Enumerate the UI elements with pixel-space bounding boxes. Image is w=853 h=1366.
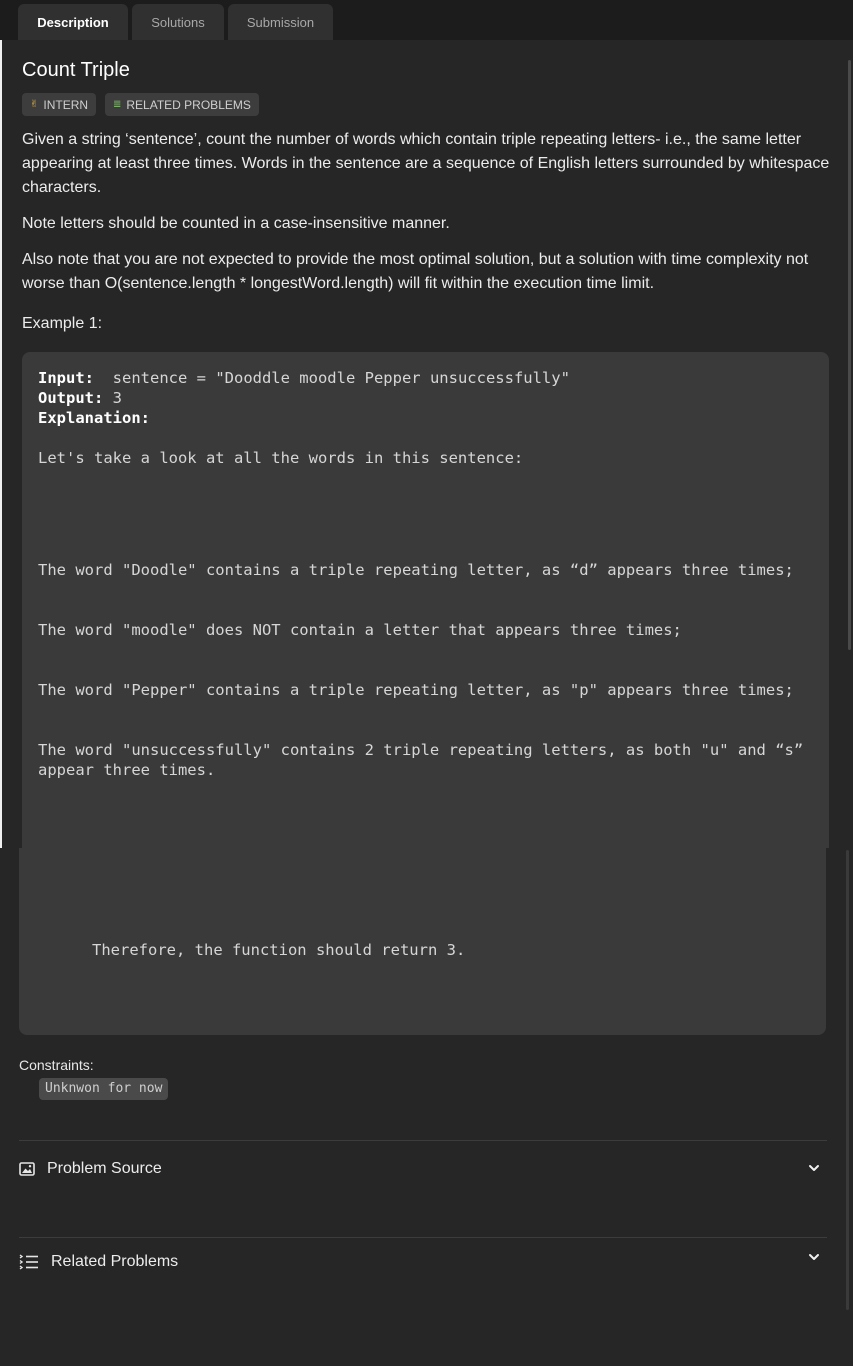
divider — [19, 1237, 827, 1238]
related-problems-badge[interactable] — [105, 93, 259, 116]
scrollbar-thumb[interactable] — [848, 60, 851, 650]
input-value: sentence = "Dooddle moodle Pepper unsuccessfully" — [112, 369, 570, 387]
problem-source-accordion[interactable] — [19, 1157, 827, 1181]
list-icon — [19, 1253, 39, 1271]
tab-description[interactable] — [18, 4, 128, 40]
output-value: 3 — [112, 389, 123, 407]
example-code-block-continued — [19, 848, 826, 1035]
difficulty-badge[interactable] — [22, 93, 96, 116]
explanation-line: The word "unsuccessfully" contains 2 triple repeating letters, as both "u" and “s” — [38, 741, 804, 759]
explanation-label — [38, 408, 150, 428]
explanation-line: The word "Pepper" contains a triple repeating letter, as "p" appears three times; — [38, 681, 794, 699]
badge-label: RELATED PROBLEMS — [126, 97, 251, 112]
output-label: Output: — [38, 389, 104, 407]
books-icon: ≣ — [113, 99, 122, 110]
accordion-label: Related Problems — [51, 1253, 179, 1270]
explanation-line: Let's take a look at all the words in this sentence: — [38, 449, 524, 467]
input-line — [38, 368, 570, 388]
example-code-block — [22, 352, 829, 848]
chevron-down-icon[interactable] — [807, 1161, 821, 1180]
explanation-line: appear three times. — [38, 761, 216, 779]
tab-label: Description — [37, 14, 109, 30]
output-line — [38, 388, 122, 408]
tab-label: Submission — [246, 14, 315, 30]
related-problems-accordion[interactable] — [19, 1250, 827, 1274]
explanation-line: The word "moodle" does NOT contain a letter that appears three times; — [38, 621, 682, 639]
description-paragraph: Given a string ‘sentence’, count the number of words which contain triple repeating letters- i.e., the same letter appearing at least three times. Words in the sentence are a sequence of English letters surrounded by whitespace characters. — [22, 131, 830, 196]
panel-edge — [0, 40, 2, 848]
problem-title: Count Triple — [22, 59, 130, 81]
tab-bar — [0, 0, 853, 40]
image-icon — [19, 1161, 35, 1177]
description-paragraph: Also note that you are not expected to provide the most optimal solution, but a solution with time complexity not worse than O(sentence.length * longestWord.length) will fit within the execution time limit. — [22, 251, 809, 292]
hand-icon: ✌ — [30, 99, 39, 110]
tab-label: Solutions — [151, 14, 205, 30]
badge-label: INTERN — [43, 97, 89, 112]
divider — [19, 1140, 827, 1141]
constraints-label: Constraints: — [19, 1057, 94, 1073]
tab-solutions[interactable] — [132, 4, 224, 40]
tab-submission[interactable] — [228, 4, 333, 40]
scrollbar-track[interactable] — [846, 850, 849, 1310]
example-heading: Example 1: — [22, 315, 103, 332]
chevron-down-icon[interactable] — [807, 1250, 821, 1269]
explanation-label-text: Explanation: — [38, 409, 150, 427]
explanation-line: The word "Doodle" contains a triple repeating letter, as “d” appears three times; — [38, 561, 794, 579]
accordion-label: Problem Source — [47, 1160, 162, 1177]
explanation-conclusion: Therefore, the function should return 3. — [92, 941, 466, 959]
constraint-value: Unknwon for now — [39, 1078, 168, 1100]
input-label: Input: — [38, 369, 94, 387]
description-paragraph: Note letters should be counted in a case-insensitive manner. — [22, 215, 450, 232]
